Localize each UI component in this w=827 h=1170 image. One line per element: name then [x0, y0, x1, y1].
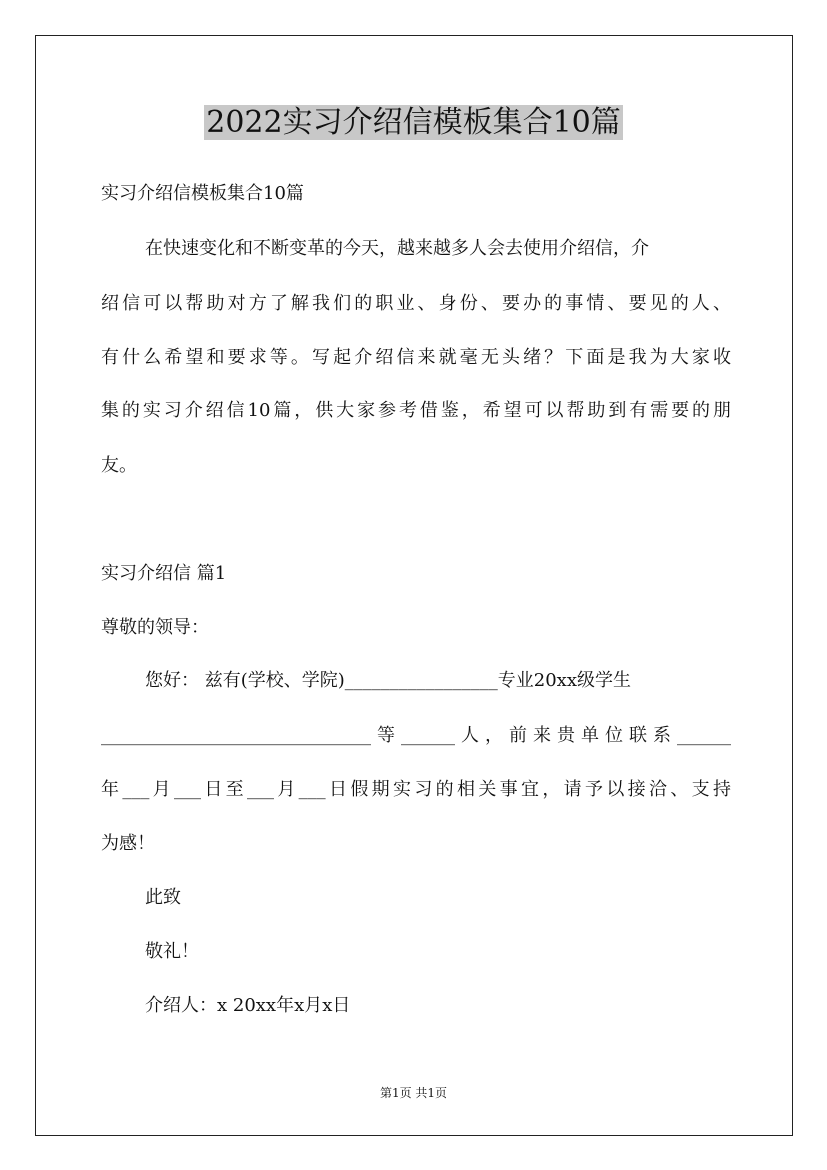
document-subtitle: 实习介绍信模板集合10篇 — [101, 183, 304, 204]
signature-line: 介绍人：x 20xx年x月x日 — [145, 995, 351, 1016]
section-heading: 实习介绍信 篇1 — [101, 563, 227, 584]
page-footer: 第1页 共1页 — [379, 1086, 448, 1100]
closing-line-1: 此致 — [145, 887, 181, 908]
intro-line-3: 有什么希望和要求等。写起介绍信来就毫无头绪？下面是我为大家收 — [101, 347, 731, 368]
body-line-2: ______________________________等______人，前来贵单位联系______ — [101, 725, 731, 746]
body-line-1: 您好： 兹有(学校、学院)_________________专业20xx级学生 — [145, 670, 631, 691]
document-title: 2022实习介绍信模板集合10篇 — [206, 105, 621, 140]
intro-line-1: 在快速变化和不断变革的今天，越来越多人会去使用介绍信，介 — [145, 238, 649, 259]
body-line-4: 为感！ — [101, 833, 155, 854]
intro-line-4: 集的实习介绍信10篇，供大家参考借鉴，希望可以帮助到有需要的朋 — [101, 400, 731, 421]
salutation: 尊敬的领导： — [101, 617, 209, 638]
closing-line-2: 敬礼！ — [145, 941, 199, 962]
body-line-3: 年___月___日至___月___日假期实习的相关事宜，请予以接洽、支持 — [101, 779, 731, 800]
intro-line-5: 友。 — [101, 455, 137, 476]
intro-line-2: 绍信可以帮助对方了解我们的职业、身份、要办的事情、要见的人、 — [101, 293, 731, 314]
